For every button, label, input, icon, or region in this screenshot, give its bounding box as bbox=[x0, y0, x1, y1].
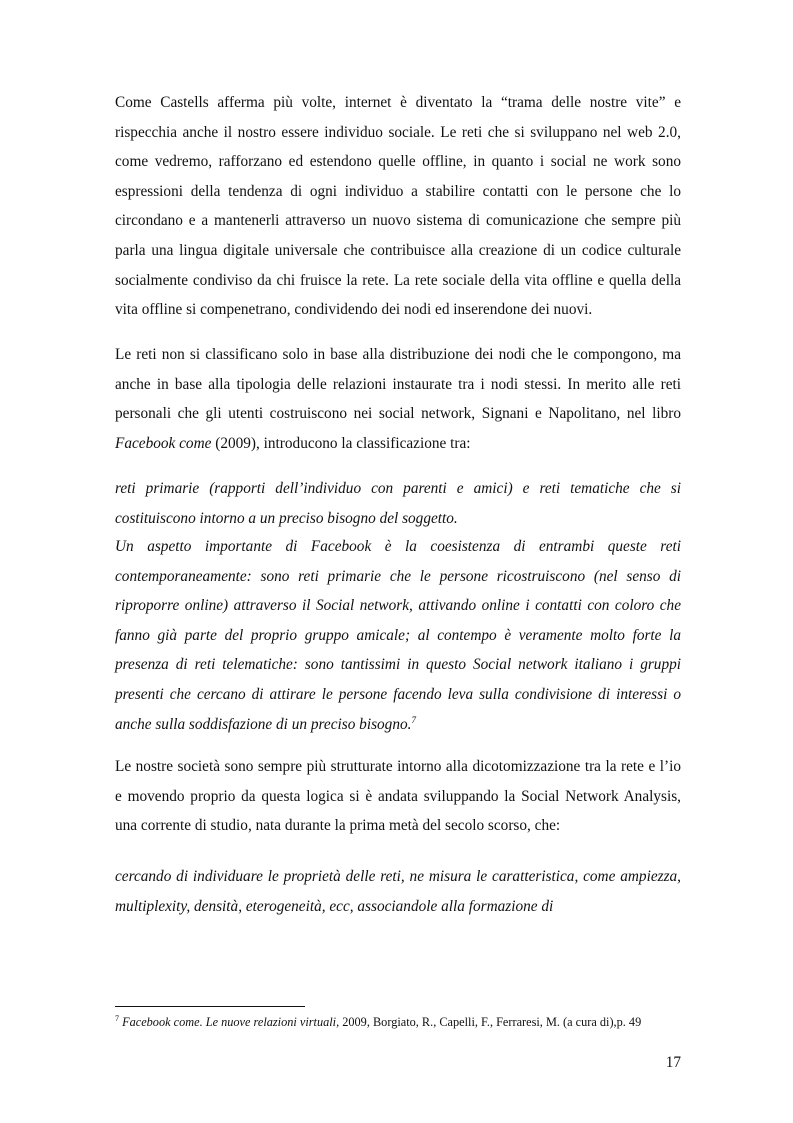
paragraph-text-start: Le reti non si classificano solo in base alla distribuzione dei nodi che le compongono, ma anche in base alla tipologia delle relazioni instaurate tra i nodi stessi. In merito alle reti personali che gli utenti costruiscono nei social network, Signani e Napolitano, nel libro bbox=[115, 346, 681, 423]
book-title: Facebook come bbox=[115, 434, 212, 452]
footnote bbox=[115, 1013, 681, 1032]
footnote-divider bbox=[115, 1006, 305, 1007]
footnote-reference[interactable]: 7 bbox=[411, 714, 416, 725]
quote-proprieta-reti: cercando di individuare le proprietà delle reti, ne misura le caratteristica, come ampiezza, multiplexity, densità, eterogeneità, ecc, associandole alla formazione di bbox=[115, 868, 681, 915]
quote-facebook-text: Un aspetto importante di Facebook è la coesistenza di entrambi queste reti contemporaneamente: sono reti primarie che le persone ricostruiscono (nel senso di riproporre online) attraverso il Social network, attivando online i contatti con coloro che fanno già parte del proprio gruppo amicale; al contempo è veramente molto forte la presenza di reti telematiche: sono tantissimi in questo Social network italiano i gruppi presenti che cercano di attirare le persone facendo leva sulla condivisione di interessi o anche sulla soddisfazione di un preciso bisogno. bbox=[115, 538, 681, 733]
paragraph-social-network-analysis: Le nostre società sono sempre più strutturate intorno alla dicotomizzazione tra la rete e l’io e movendo proprio da questa logica si è andata sviluppando la Social Network Analysis, una corrente di studio, nata durante la prima metà del secolo scorso, che: bbox=[115, 758, 681, 835]
footnote-title: Facebook come. Le nuove relazioni virtuali, bbox=[122, 1015, 340, 1029]
quote-reti-primarie: reti primarie (rapporti dell’individuo con parenti e amici) e reti tematiche che si costituiscono intorno a un preciso bisogno del soggetto. bbox=[115, 480, 681, 527]
paragraph-reti-classificazione bbox=[115, 340, 681, 458]
footnote-number: 7 bbox=[115, 1013, 119, 1023]
paragraph-text-end: (2009), introducono la classificazione tra: bbox=[211, 434, 471, 452]
paragraph-castells: Come Castells afferma più volte, internet è diventato la “trama delle nostre vite” e rispecchia anche il nostro essere individuo sociale. Le reti che si sviluppano nel web 2.0, come vedremo, rafforzano ed estendono quelle offline, in quanto i social ne work sono espressioni della tendenza di ogni individuo a stabilire contatti con le persone che lo circondano e a mantenerli attraverso un nuovo sistema di comunicazione che sempre più parla una lingua digitale universale che contribuisce alla creazione di un codice culturale socialmente condiviso da chi fruisce la rete. La rete sociale della vita offline e quella della vita offline si compenetrano, condividendo dei nodi ed inserendone dei nuovi. bbox=[115, 94, 681, 319]
footnote-citation: 2009, Borgiato, R., Capelli, F., Ferraresi, M. (a cura di),p. 49 bbox=[339, 1015, 642, 1029]
page-number: 17 bbox=[665, 1054, 681, 1071]
quote-facebook bbox=[115, 532, 681, 739]
